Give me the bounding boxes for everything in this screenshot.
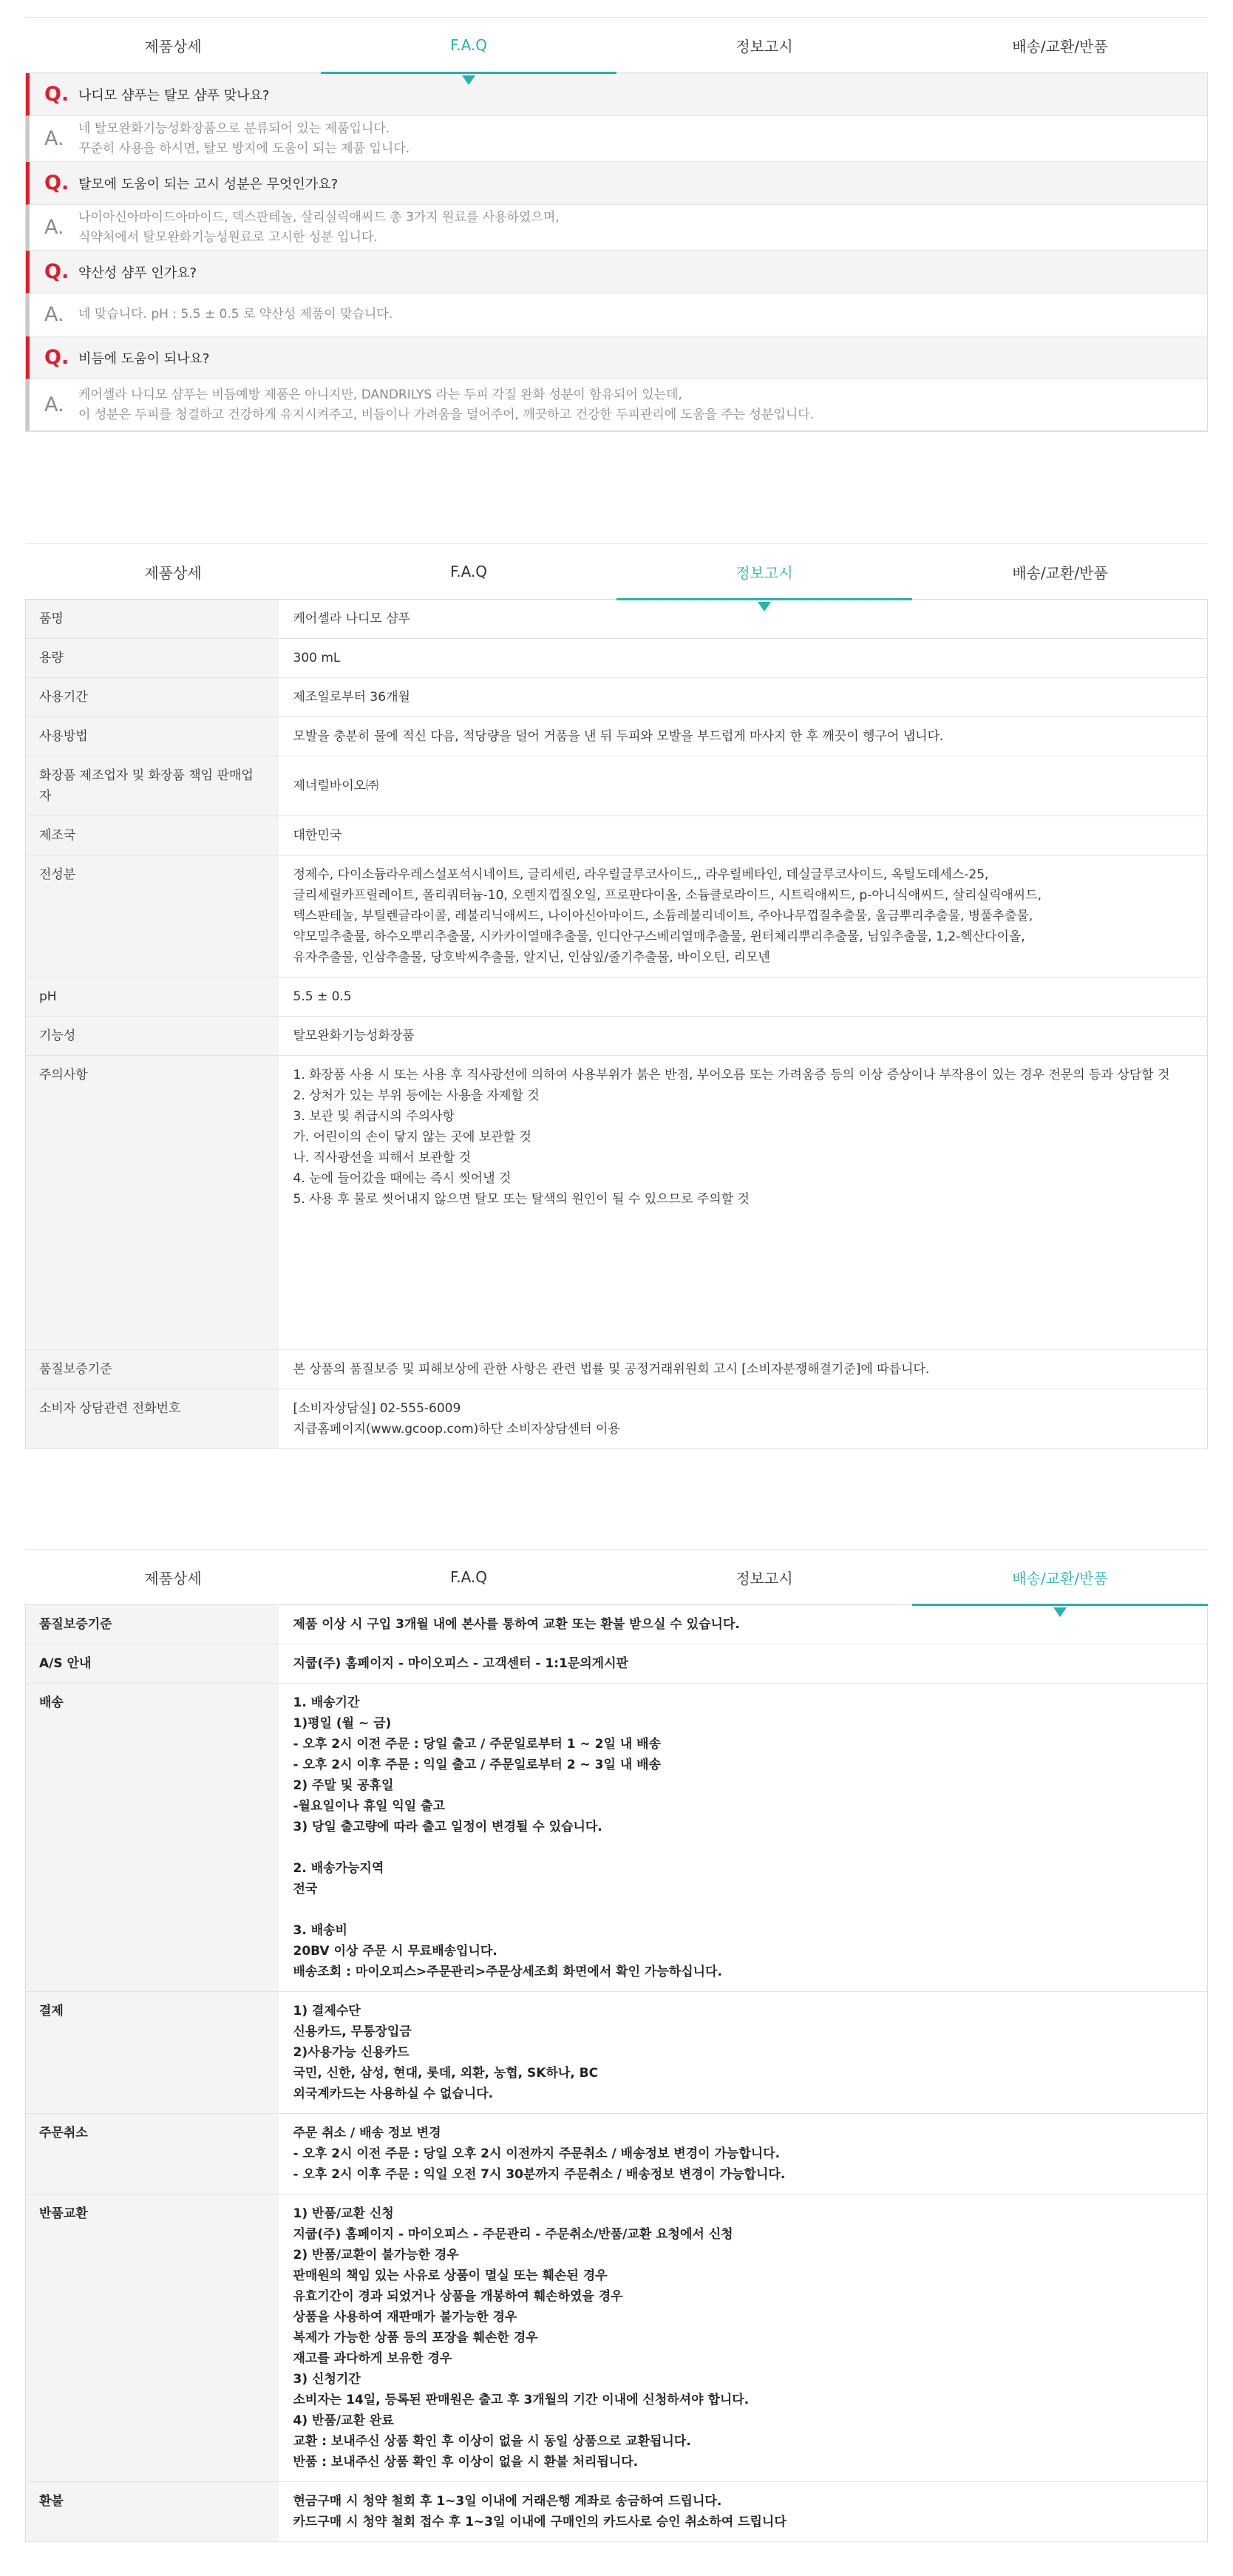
row-value: 제품 이상 시 구입 3개월 내에 본사를 통하여 교환 또는 환불 받으실 수 있습니다.: [279, 1605, 1208, 1644]
row-label: 사용방법: [26, 717, 279, 756]
row-value: 주문 취소 / 배송 정보 변경 - 오후 2시 이전 주문 : 당일 오후 2시 이전까지 주문취소 / 배송정보 변경이 가능합니다. - 오후 2시 이후 주문 : 익일 오전 7시 30분까지 주문취소 / 배송정보 변경이 가능합니다.: [279, 2114, 1208, 2194]
table-row: [26, 2194, 1208, 2482]
question-text: 약산성 샴푸 인가요?: [78, 265, 197, 281]
tab-bar: [25, 1549, 1208, 1605]
row-label: 기능성: [26, 1017, 279, 1056]
row-label: A/S 안내: [26, 1644, 279, 1684]
row-label: 전성분: [26, 855, 279, 977]
tab-product-detail[interactable]: 제품상세: [144, 37, 202, 55]
table-row: [26, 2482, 1208, 2542]
table-row: [26, 1992, 1208, 2114]
row-label: 품질보증기준: [26, 1605, 279, 1644]
row-label: 품질보증기준: [26, 1350, 279, 1389]
row-label: pH: [26, 977, 279, 1017]
row-label: 화장품 제조업자 및 화장품 책임 판매업자: [26, 756, 279, 816]
row-label: 결제: [26, 1992, 279, 2114]
answer-text: 네 맞습니다. pH : 5.5 ± 0.5 로 약산성 제품이 맞습니다.: [78, 307, 393, 322]
row-value: 대한민국: [279, 816, 1208, 855]
row-value: [소비자상담실] 02-555-6009 지큽홈페이지(www.gcoop.com)하단 소비자상담센터 이용: [279, 1389, 1208, 1449]
question-mark-label: Q.: [44, 260, 69, 283]
question-text: 나디모 샴푸는 탈모 샴푸 맞나요?: [78, 87, 270, 104]
table-row: [26, 1605, 1208, 1644]
table-row: [26, 1056, 1208, 1350]
row-label: 주의사항: [26, 1056, 279, 1350]
row-label: 품명: [26, 600, 279, 639]
row-label: 주문취소: [26, 2114, 279, 2194]
answer-text: 나이아신아마이드아마이드, 덱스판테놀, 살리실릭애씨드 총 3가지 원료를 사용하였으며, 식약처에서 탈모완화기능성원료로 고시한 성분 입니다.: [78, 209, 560, 245]
faq-question[interactable]: [26, 162, 1207, 205]
tab-shipping[interactable]: 배송/교환/반품: [1012, 37, 1108, 55]
faq-answer: [26, 205, 1207, 251]
table-row: [26, 1644, 1208, 1684]
row-value: 제조일로부터 36개월: [279, 678, 1208, 717]
row-value: 300 mL: [279, 639, 1208, 678]
shipping-section: [25, 1549, 1208, 2542]
row-value: 본 상품의 품질보증 및 피해보상에 관한 사항은 관련 법률 및 공정거래위원회 고시 [소비자분쟁해결기준]에 따릅니다.: [279, 1350, 1208, 1389]
answer-text: 네 탈모완화기능성화장품으로 분류되어 있는 제품입니다. 꾸준히 사용을 하시면, 탈모 방지에 도움이 되는 제품 입니다.: [78, 121, 410, 156]
row-value: 제너럴바이오㈜: [279, 756, 1208, 816]
question-mark-label: Q.: [44, 83, 69, 106]
tab-product-detail[interactable]: 제품상세: [144, 563, 202, 582]
table-row: [26, 717, 1208, 756]
answer-mark-label: A.: [44, 303, 64, 326]
product-info-table: [25, 600, 1208, 1449]
row-value: 5.5 ± 0.5: [279, 977, 1208, 1017]
row-value: 1. 배송기간 1)평일 (월 ~ 금) - 오후 2시 이전 주문 : 당일 출고 / 주문일로부터 1 ~ 2일 내 배송 - 오후 2시 이후 주문 : 익일 출고 / 주문일로부터 2 ~ 3일 내 배송 2) 주말 및 공휴일 -월요일이나 휴일 익일 출고 3) 당일 출고량에 따라 출고 일정이 변경될 수 있습니다. 2. 배송가능지역 전국 3. 배송비 20BV 이상 주문 시 무료배송입니다. 배송조회 : 마이오피스>주문관리>주문상세조회 화면에서 확인 가능하십니다.: [279, 1684, 1208, 1992]
tab-faq[interactable]: F.A.Q: [449, 1568, 488, 1586]
row-value: 1. 화장품 사용 시 또는 사용 후 직사광선에 의하여 사용부위가 붉은 반점, 부어오름 또는 가려움증 등의 이상 증상이나 부작용이 있는 경우 전문의 등과 상담할 것 2. 상처가 있는 부위 등에는 사용을 자제할 것 3. 보관 및 취급시의 주의사항 가. 어린이의 손이 닿지 않는 곳에 보관할 것 나. 직사광선을 피해서 보관할 것 4. 눈에 들어갔을 때에는 즉시 씻어낼 것 5. 사용 후 물로 씻어내지 않으면 탈모 또는 탈색의 원인이 될 수 있으므로 주의할 것: [279, 1056, 1208, 1350]
question-mark-label: Q.: [44, 172, 69, 194]
row-value: 탈모완화기능성화장품: [279, 1017, 1208, 1056]
answer-mark-label: A.: [44, 216, 64, 239]
row-value: 현금구매 시 청약 철회 후 1~3일 이내에 거래은행 계좌로 송금하여 드립니다. 카드구매 시 청약 철회 접수 후 1~3일 이내에 구매인의 카드사로 승인 취소하여 드립니다: [279, 2482, 1208, 2542]
tab-product-detail[interactable]: 제품상세: [144, 1569, 202, 1587]
tab-product-info[interactable]: 정보고시: [736, 1569, 793, 1587]
product-info-section: [25, 543, 1208, 1449]
tab-product-info[interactable]: 정보고시: [736, 37, 793, 55]
row-value: 모발을 충분히 물에 적신 다음, 적당량을 덜어 거품을 낸 뒤 두피와 모발을 부드럽게 마사지 한 후 깨끗이 헹구어 냅니다.: [279, 717, 1208, 756]
row-label: 배송: [26, 1684, 279, 1992]
row-label: 용량: [26, 639, 279, 678]
tab-bar: [25, 17, 1208, 73]
faq-question[interactable]: [26, 336, 1207, 379]
row-value: 케어셀라 나디모 샴푸: [279, 600, 1208, 639]
tab-shipping[interactable]: 배송/교환/반품: [912, 1550, 1208, 1604]
faq-answer: [26, 116, 1207, 162]
faq-answer: [26, 379, 1207, 431]
tab-shipping[interactable]: 배송/교환/반품: [1012, 563, 1108, 582]
question-mark-label: Q.: [44, 346, 69, 369]
row-label: 제조국: [26, 816, 279, 855]
table-row: [26, 977, 1208, 1017]
row-label: 사용기간: [26, 678, 279, 717]
row-value: 정제수, 다이소듐라우레스설포석시네이트, 글리세린, 라우릴글루코사이드,, 라우릴베타인, 데실글루코사이드, 옥틸도데세스-25, 글리세릴카프릴레이트, 폴리쿼터늄-10, 오렌지껍질오일, 프로판다이올, 소듐클로라이드, 시트릭애씨드, p-아니식애씨드, 살리실릭애씨드, 덱스판테놀, 부틸렌글라이콜, 레불리닉애씨드, 나이아신아마이드, 소듐레불리네이트, 주아나무껍질추출물, 울금뿌리추출물, 병풀추출물, 약모밀추출물, 하수오뿌리추출물, 시카카이열매추출물, 인디안구스베리열매추출물, 윈터체리뿌리추출물, 님잎추출물, 1,2-헥산다이올, 유자추출물, 인삼추출물, 당호박씨추출물, 알지닌, 인삼잎/줄기추출물, 바이오틴, 리모넨: [279, 855, 1208, 977]
question-text: 비듬에 도움이 되나요?: [78, 350, 210, 367]
faq-answer: [26, 294, 1207, 336]
table-row: [26, 756, 1208, 816]
tab-bar: [25, 543, 1208, 600]
row-value: 1) 반품/교환 신청 지쿱(주) 홈페이지 - 마이오피스 - 주문관리 - 주문취소/반품/교환 요청에서 신청 2) 반품/교환이 불가능한 경우 판매원의 책임 있는 사유로 상품이 멸실 또는 훼손된 경우 유효기간이 경과 되었거나 상품을 개봉하여 훼손하였을 경우 상품을 사용하여 재판매가 불가능한 경우 복제가 가능한 상품 등의 포장을 훼손한 경우 재고를 과다하게 보유한 경우 3) 신청기간 소비자는 14일, 등록된 판매원은 출고 후 3개월의 기간 이내에 신청하셔야 합니다. 4) 반품/교환 완료 교환 : 보내주신 상품 확인 후 이상이 없을 시 동일 상품으로 교환됩니다. 반품 : 보내주신 상품 확인 후 이상이 없을 시 환불 처리됩니다.: [279, 2194, 1208, 2482]
table-row: [26, 600, 1208, 639]
table-row: [26, 1684, 1208, 1992]
table-row: [26, 1017, 1208, 1056]
table-row: [26, 678, 1208, 717]
row-label: 소비자 상담관련 전화번호: [26, 1389, 279, 1449]
table-row: [26, 1389, 1208, 1449]
faq-question[interactable]: [26, 73, 1207, 116]
faq-question[interactable]: [26, 251, 1207, 294]
table-row: [26, 2114, 1208, 2194]
row-value: 지쿱(주) 홈페이지 - 마이오피스 - 고객센터 - 1:1문의게시판: [279, 1644, 1208, 1684]
faq-list: [25, 73, 1208, 432]
table-row: [26, 816, 1208, 855]
answer-mark-label: A.: [44, 127, 64, 150]
answer-mark-label: A.: [44, 393, 64, 416]
table-row: [26, 639, 1208, 678]
answer-text: 케어셀라 나디모 샴푸는 비듬예방 제품은 아니지만, DANDRILYS 라는 두피 각질 완화 성분이 함유되어 있는데, 이 성분은 두피를 청결하고 건강하게 유지시켜주고, 비듬이나 가려움을 덜어주어, 깨끗하고 건강한 두피관리에 도움을 주는 성분입니다.: [78, 387, 815, 422]
row-label: 환불: [26, 2482, 279, 2542]
tab-faq[interactable]: F.A.Q: [321, 18, 616, 72]
question-text: 탈모에 도움이 되는 고시 성분은 무엇인가요?: [78, 176, 339, 192]
row-label: 반품교환: [26, 2194, 279, 2482]
faq-section: [25, 17, 1208, 432]
tab-faq[interactable]: F.A.Q: [449, 563, 488, 580]
table-row: [26, 1350, 1208, 1389]
table-row: [26, 855, 1208, 977]
shipping-table: [25, 1605, 1208, 2542]
row-value: 1) 결제수단 신용카드, 무통장입금 2)사용가능 신용카드 국민, 신한, 삼성, 현대, 롯데, 외환, 농협, SK하나, BC 외국계카드는 사용하실 수 없습니다.: [279, 1992, 1208, 2114]
tab-product-info[interactable]: 정보고시: [616, 544, 912, 599]
